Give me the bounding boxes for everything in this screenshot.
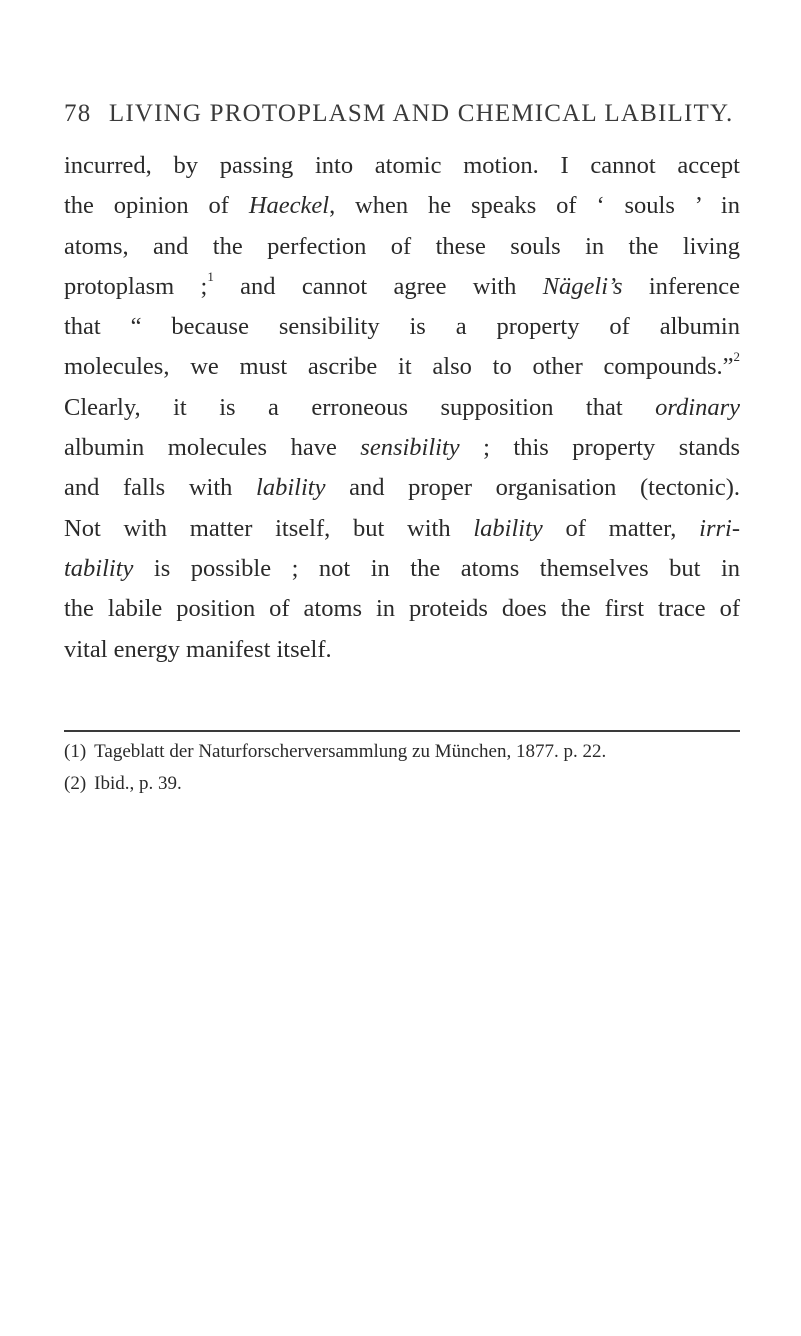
text-line-8 <box>64 428 740 468</box>
text-run: incurred, by passing into atomic motion. I cannot accept <box>64 152 740 179</box>
text-run: the labile position of atoms in proteids does the first trace of <box>64 595 740 623</box>
text-run: the opinion of <box>64 192 249 220</box>
text-run: atoms, and the perfection of these souls in the living <box>64 232 740 260</box>
footnote-2 <box>64 768 744 800</box>
text-line-5 <box>64 307 740 347</box>
running-title: LIVING PROTOPLASM AND CHEMICAL LABILITY. <box>108 100 734 127</box>
page-number: 78 <box>64 100 92 127</box>
text-line-4 <box>64 267 740 307</box>
text-run: ; this property stands <box>459 434 740 462</box>
italic-word-irritability-start: irri- <box>699 514 740 542</box>
text-run: vital energy manifest itself. <box>64 635 332 663</box>
text-run: inference <box>622 272 740 300</box>
body-paragraph <box>64 146 740 670</box>
text-line-12 <box>64 589 740 629</box>
italic-name-haeckel: Haeckel <box>248 192 330 220</box>
text-run: and cannot agree with <box>213 272 543 300</box>
footnote-text: Tageblatt der Naturforscherversammlung zu München, 1877. p. 22. <box>94 741 607 762</box>
text-line-6 <box>64 347 740 387</box>
footnote-marker: (2) <box>64 773 87 794</box>
footnote-text: Ibid., p. 39. <box>94 773 182 794</box>
text-run: Clearly, it is a erroneous supposition that <box>64 393 656 421</box>
text-run: protoplasm ; <box>64 272 208 300</box>
text-line-2 <box>64 186 740 226</box>
text-line-3 <box>64 227 740 267</box>
italic-word-lability: lability <box>473 514 543 542</box>
italic-word-lability: lability <box>256 474 326 502</box>
text-run: albumin molecules have <box>64 434 361 462</box>
italic-name-nageli: Nägeli’s <box>542 272 623 300</box>
running-header <box>64 100 744 128</box>
text-line-9 <box>64 468 740 508</box>
text-run: of matter, <box>542 514 700 542</box>
footnote-ref-2: 2 <box>733 349 740 365</box>
text-line-7 <box>64 388 740 428</box>
italic-word-irritability-end: tability <box>64 554 134 582</box>
footnote-marker: (1) <box>64 741 87 762</box>
italic-word-ordinary: ordinary <box>655 393 740 421</box>
footnote-1 <box>64 736 744 768</box>
text-run: is possible ; not in the atoms themselves but in <box>133 554 740 582</box>
text-run: and proper organisation (tectonic). <box>325 474 740 502</box>
footnote-ref-1: 1 <box>207 268 214 284</box>
text-line-13 <box>64 630 740 670</box>
footnote-divider <box>64 730 740 732</box>
text-line-10 <box>64 509 740 549</box>
italic-word-sensibility: sensibility <box>360 434 460 462</box>
text-run: and falls with <box>64 474 257 502</box>
text-run: molecules, we must ascribe it also to other compounds.” <box>64 353 734 381</box>
footnotes <box>64 736 744 800</box>
text-run: , when he speaks of ‘ souls ’ in <box>329 192 740 220</box>
text-line-11 <box>64 549 740 589</box>
text-run: Not with matter itself, but with <box>64 514 474 542</box>
text-line-1 <box>64 146 740 186</box>
text-run: that “ because sensibility is a property of albumin <box>64 313 740 341</box>
